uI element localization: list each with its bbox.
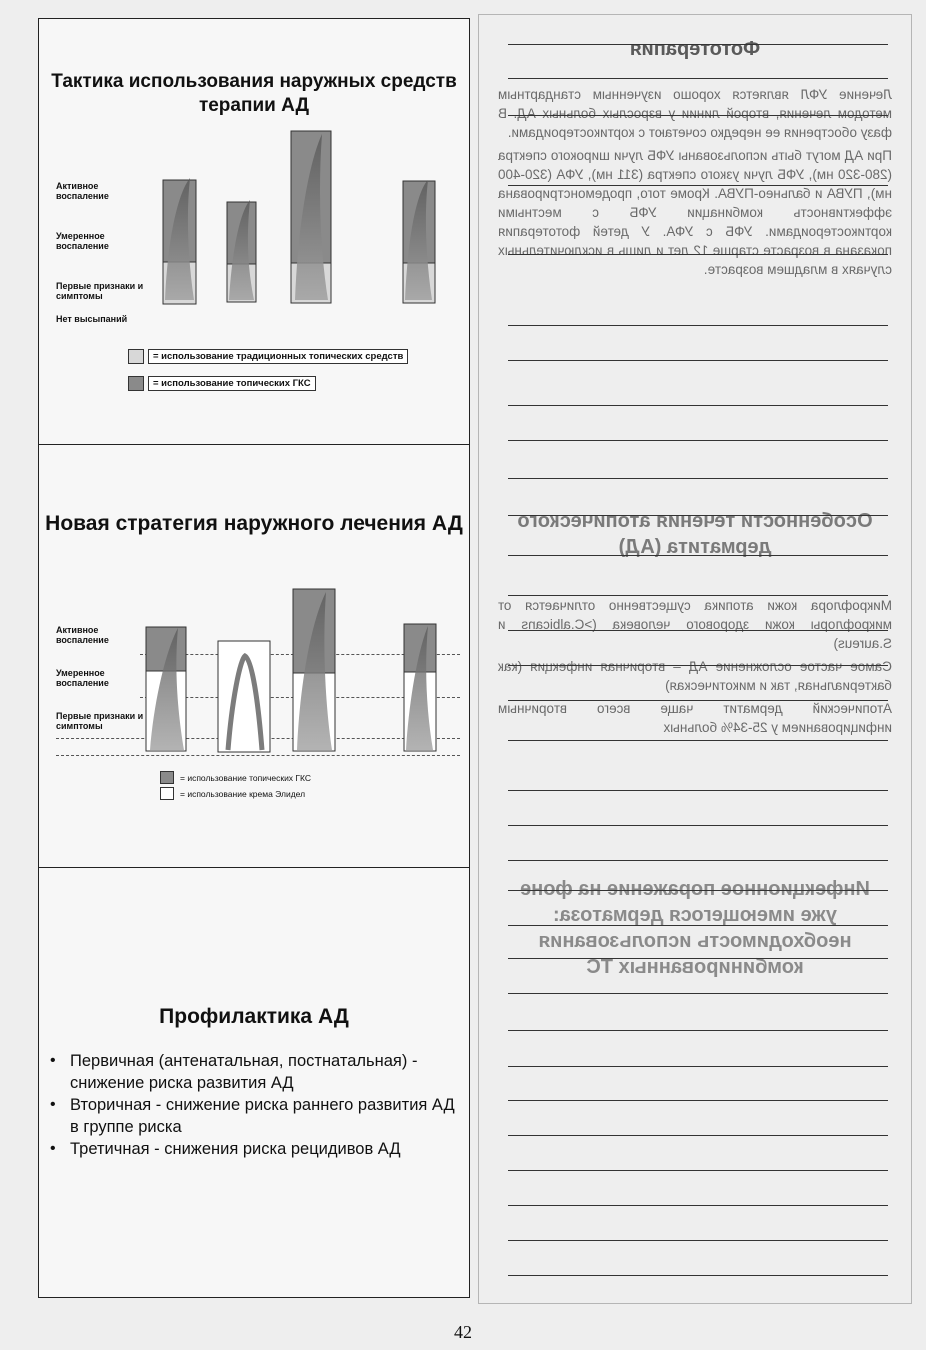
legend-label: = использование топических ГКС xyxy=(148,376,316,391)
note-line xyxy=(508,700,888,701)
note-line xyxy=(508,595,888,596)
slide1-level-none: Нет высыпаний xyxy=(56,314,128,324)
note-line xyxy=(508,254,888,255)
right-slide2-title: Особенности течения атопического дерматита (АД) xyxy=(517,510,873,558)
right-slide1-bullet: При АД могут быть использованы УФБ лучи широкого спектра (280-320 нм), УФБ лучи узкого спектра (311 нм), УФА (320-400 нм), ПУВА и бальнео-ПУВА. Кроме того, продемонстрирована эффективность комбинации УФБ с местными кортикостероидами. УФБ с УФА. У детей фототерапия показана в возрасте старше 12 лет и лишь в исключительных случаях в младшем возрасте. xyxy=(498,148,892,277)
note-line xyxy=(508,1135,888,1136)
note-line xyxy=(508,790,888,791)
right-slide2-bullet: Микрофлора кожи атопика существенно отличается от микрофлоры кожи здорового человека (>C.albicans и S.aureus) xyxy=(498,598,892,651)
slide2-cycle-2 xyxy=(218,641,270,752)
note-line xyxy=(508,1275,888,1276)
right-slide2-bullet: Атопический дерматит чаще всего вторичным инфицированием у 25-34% больных xyxy=(498,701,892,735)
note-line xyxy=(508,1030,888,1031)
note-line xyxy=(508,185,888,186)
slide2-cycle-4 xyxy=(404,624,436,751)
note-line xyxy=(508,740,888,741)
right-slide1-bullet: Лечение УФЛ является хорошо изученным стандартным методом лечения, второй линии у взрослых больных АД. В фазу обострения ее нередко сочетают с кортикостероидами. xyxy=(498,87,892,140)
list-item: • Вторичная - снижение риска раннего развития АД в группе риска xyxy=(44,1094,464,1138)
slide2-level-moderate: Умеренное воспаление xyxy=(56,668,109,688)
note-line xyxy=(508,115,888,116)
note-line xyxy=(508,630,888,631)
right-slide3-mirrored xyxy=(500,876,890,980)
slide2-title: Новая стратегия наружного лечения АД xyxy=(45,512,463,535)
note-line xyxy=(508,78,888,79)
note-line xyxy=(508,993,888,994)
slide2-cycle-1 xyxy=(146,627,186,751)
right-slide1-title: Фототерапия xyxy=(629,38,761,60)
note-line xyxy=(508,1205,888,1206)
slide1-level-moderate: Умеренное воспаление xyxy=(56,231,109,251)
list-item: • Первичная (антенатальная, постнатальная) - снижение риска развития АД xyxy=(44,1050,464,1094)
note-line xyxy=(508,478,888,479)
slide2-cycle-3 xyxy=(293,589,335,751)
legend-label: = использование традиционных топических средств xyxy=(148,349,408,364)
slide3-title: Профилактика АД xyxy=(159,1005,349,1028)
note-line xyxy=(508,860,888,861)
right-slide3-title: Инфекционное поражение на фоне уже имеющегося дерматоза: необходимость использования комбинированных ТС xyxy=(520,878,870,978)
slide2-level-first-signs: Первые признаки и симптомы xyxy=(56,711,144,731)
note-line xyxy=(508,825,888,826)
note-line xyxy=(508,958,888,959)
note-line xyxy=(508,515,888,516)
slide2-legend-elidel xyxy=(160,787,420,803)
note-line xyxy=(508,665,888,666)
legend-swatch xyxy=(160,787,174,800)
note-line xyxy=(508,360,888,361)
list-item: • Третичная - снижения риска рецидивов АД xyxy=(44,1138,464,1160)
slide1-level-first-signs: Первые признаки и симптомы xyxy=(56,281,144,301)
note-line xyxy=(508,325,888,326)
right-slide2-bullet: Самое частое осложнение АД – вторичная инфекция (как бактериальная, так и микотическая) xyxy=(498,659,892,693)
note-line xyxy=(508,1240,888,1241)
page-number: 42 xyxy=(454,1322,472,1342)
right-slide2-mirrored xyxy=(490,508,900,737)
legend-label: = использование топических ГКС xyxy=(180,773,312,783)
note-line xyxy=(508,555,888,556)
note-line xyxy=(508,1100,888,1101)
note-line xyxy=(508,44,888,45)
note-line xyxy=(508,405,888,406)
slide1-title: Тактика использования наружных средств терапии АД xyxy=(51,71,457,116)
note-line xyxy=(508,1066,888,1067)
slide2-legend-gks xyxy=(160,771,420,787)
right-slide1-mirrored xyxy=(490,38,900,279)
note-line xyxy=(508,890,888,891)
legend-label: = использование крема Элидел xyxy=(180,789,306,799)
note-line xyxy=(508,925,888,926)
note-line xyxy=(508,440,888,441)
slide2-level-active: Активное воспаление xyxy=(56,625,109,645)
legend-swatch xyxy=(160,771,174,784)
slide3-bullet-list xyxy=(44,1050,464,1160)
slide1-level-active: Активное воспаление xyxy=(56,181,109,201)
note-line xyxy=(508,1170,888,1171)
